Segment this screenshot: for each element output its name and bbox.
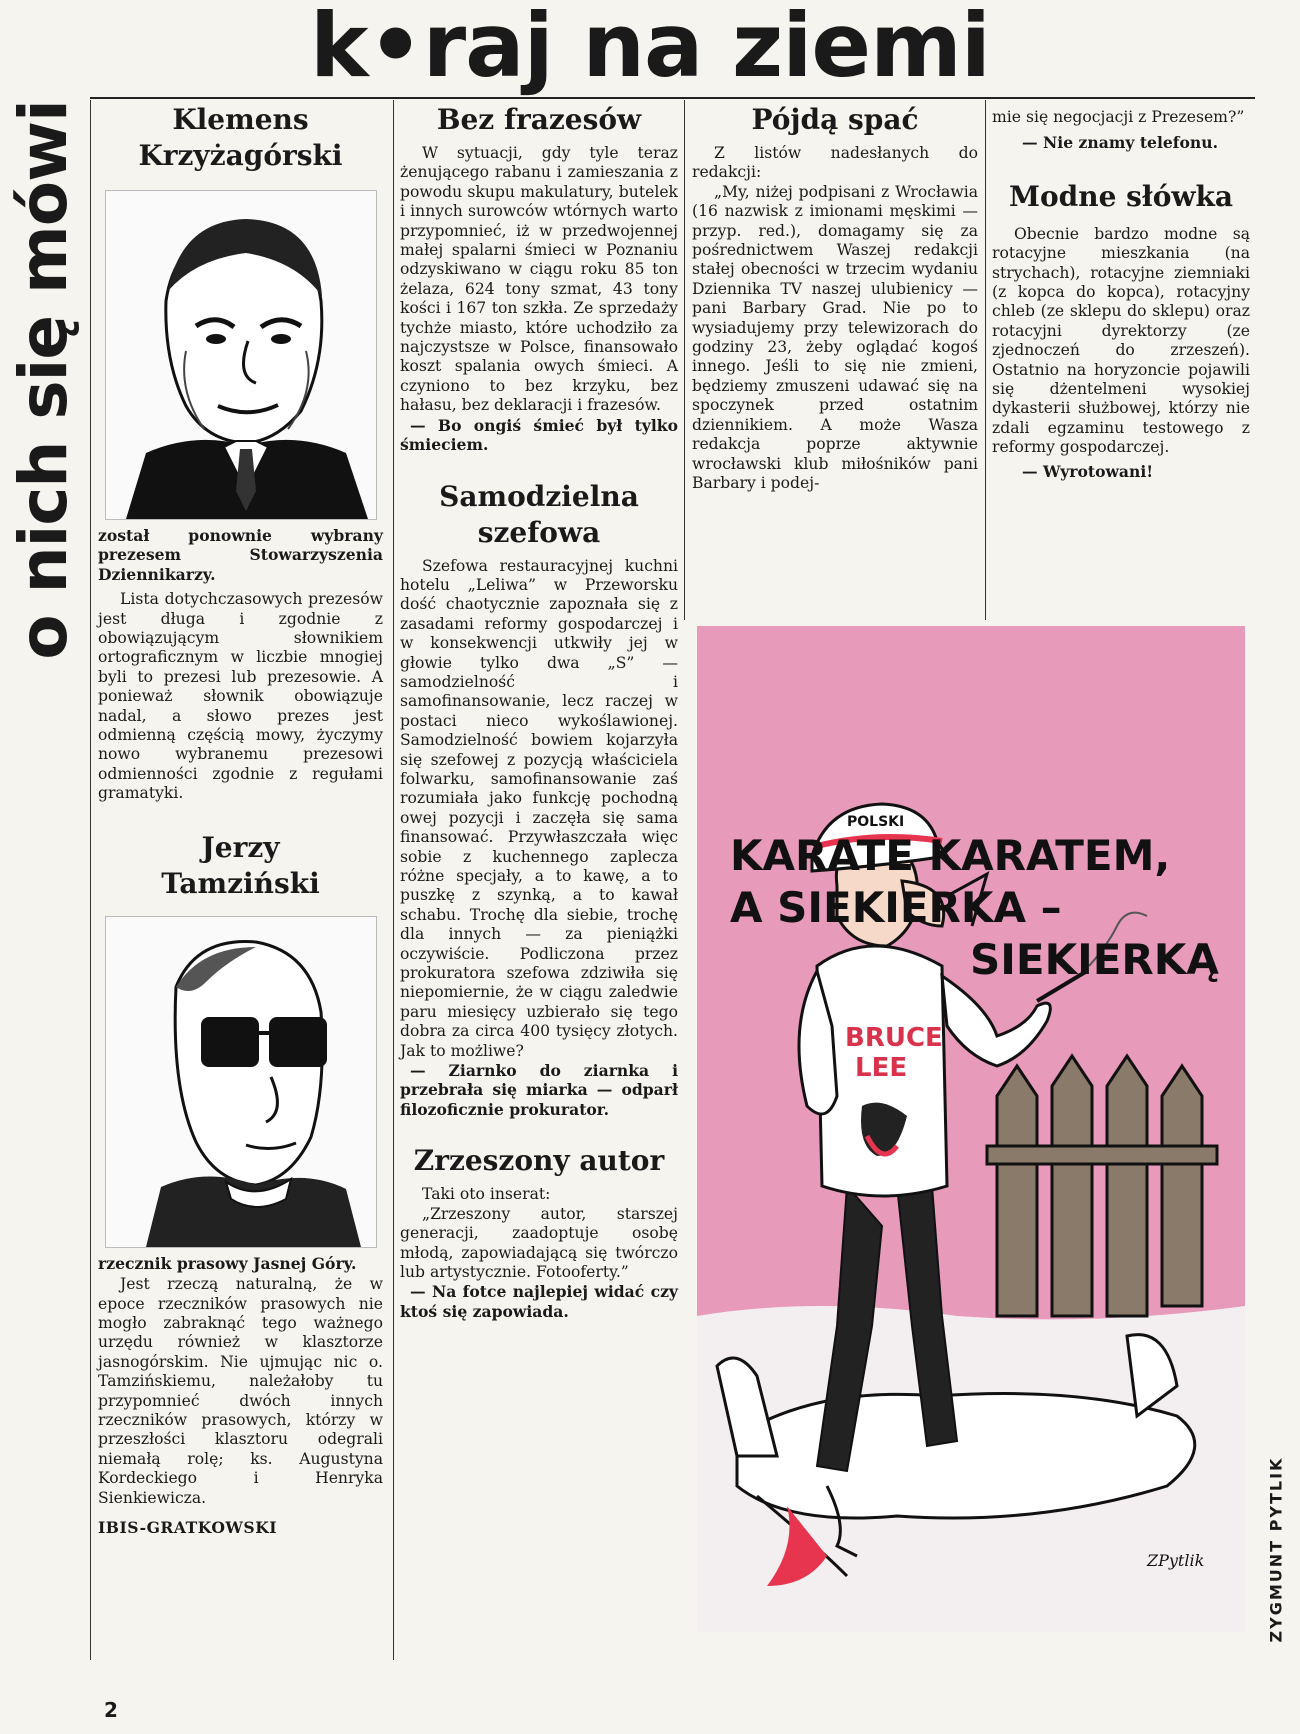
column-4 bbox=[992, 108, 1250, 481]
person1-first-name: Klemens bbox=[172, 103, 309, 136]
column-divider bbox=[393, 100, 394, 1660]
cartoon-panel bbox=[697, 626, 1245, 1632]
person1-last-name: Krzyżagórski bbox=[138, 139, 343, 172]
article-punch-zrzeszony: — Na fotce najlepiej widać czy ktoś się zapowiada. bbox=[400, 1282, 678, 1321]
cartoon-credit-text: ZYGMUNT PYTLIK bbox=[1266, 1456, 1286, 1643]
continued-text-pojda-spac: mie się negocjacji z Prezesem?” bbox=[992, 108, 1245, 126]
article-text-bez-frazesow: W sytuacji, gdy tyle teraz żenującego rabanu i zamieszania z powodu skupu makulatury, butelek i innych surowców wtórnych warto przypomnieć, iż w przedwojennej małej spalarni śmieci w Poznaniu odzyskiwano w ciągu roku 85 ton żelaza, 624 tony szmat, 43 tony kości i 167 ton szkła. Ze sprzedaży tychże miasto, które uchodziło za najczystsze w Polsce, finansowało koszt spalania owych śmieci. A czyniono to bez krzyku, bez hałasu, bez deklaracji i frazesów. bbox=[400, 144, 678, 415]
column-3 bbox=[692, 102, 978, 493]
cartoon-title bbox=[730, 830, 1230, 986]
masthead-rule bbox=[90, 97, 1255, 99]
article-punch-modne-slowka: — Wyrotowani! bbox=[1022, 461, 1154, 481]
article-text-pojda-spac: „My, niżej podpisani z Wrocławia (16 nazwisk z imionami męskimi — przyp. red.), domagamy się za pośrednictwem Waszej redakcji stałej obecności w trzecim wydaniu Dziennika TV naszej ulubienicy — pani Barbary Grad. Nie po to wysiadujemy przy telewizorach do godziny 23, żeby oglądać kogoś innego. Jeśli to się nie zmieni, będziemy zmuszeni udawać się na spoczynek przed ostatnim dziennikiem. A może Wasza redakcja poprze aktywnie wrocławski klub miłośników pani Barbary i podej- bbox=[692, 182, 978, 492]
article-text-modne-slowka: Obecnie bardzo modne są rotacyjne mieszkania (na strychach), rotacyjne ziemniaki (z kopca do kopca), rotacyjny chleb (ze sklepu do sklepu) oraz rotacyjni dyrektorzy (ze zjednoczeń do zrzeszeń). Ostatnio na horyzoncie pojawili się dżentelmeni wysokiej dykasterii służbowej, którzy nie zdali egzaminu testowego z reformy gospodarczej. bbox=[992, 224, 1250, 457]
masthead-title: k•raj na ziemi bbox=[310, 0, 990, 97]
article-title-samodzielna-line1: Samodzielna bbox=[439, 479, 639, 513]
article-title-pojda-spac: Pójdą spać bbox=[751, 103, 919, 136]
article-title-modne-slowka: Modne słówka bbox=[1008, 179, 1234, 213]
article-title-zrzeszony: Zrzeszony autor bbox=[413, 1144, 665, 1178]
portrait-tamzinski bbox=[105, 916, 377, 1248]
article-text-samodzielna: Szefowa restauracyjnej kuchni hotelu „Leliwa” w Przeworsku dość chaotycznie zapoznała się z zasadami reformy gospodarczej i w konsekwencji utkwiły jej w głowie tylko dwa „S” — samodzielność i samofinansowanie, lecz raczej w postaci nieco wykoślawionej. Samodzielność bowiem kojarzyła się szefowej z pozycją właściciela folwarku, samofinansowanie zaś rozumiała jako funkcję pochodną owej pozycji i zaczęła się sama finansować. Przywłaszczała więc sobie z kuchennego zaplecza różne specjały, a to kawę, a to puszkę z szynką, a to kawał schabu. Trochę dla siebie, trochę dla innych — za pieniążki oczywiście. Podliczona przez prokuratora szefowa zdziwiła się niepomiernie, że w ciągu zaledwie paru miesięcy uzbierało się tego dobra za circa 400 tysięcy złotych. Jak to możliwe? bbox=[400, 556, 678, 1060]
column-2 bbox=[400, 102, 678, 1321]
column-divider bbox=[985, 100, 986, 620]
portrait-krzyzagorski bbox=[105, 190, 377, 520]
cartoon-title-line3: SIEKIERKĄ bbox=[970, 935, 1219, 984]
article-text-zrzeszony: „Zrzeszony autor, starszej generacji, zaadoptuje osobę młodą, zapowiadającą się twórczo lub artystycznie. Fotooferty.” bbox=[400, 1204, 678, 1281]
cartoon-credit bbox=[1256, 1430, 1296, 1690]
article-intro-zrzeszony: Taki oto inserat: bbox=[422, 1185, 551, 1204]
article-punch-bez-frazesow: — Bo ongiś śmieć był tylko śmieciem. bbox=[400, 415, 678, 455]
person1-text: Lista dotychczasowych prezesów jest długa i zgodnie z obowiązującym słownikiem ortograficznym w liczbie mnogiej byli to prezesi lub prezesowie. A ponieważ słownik obowiązuje nadal, a słowo prezes jest odmienną częścią mowy, życzymy nowo wybranemu prezesowi odmienności zgodnie z regułami gramatyki. bbox=[98, 590, 383, 803]
cartoon-drawing bbox=[697, 626, 1245, 1632]
cartoon-artist-signature: ZPytlik bbox=[1147, 1551, 1205, 1570]
column-1 bbox=[98, 102, 383, 1537]
section-title-text: o nich się mówi bbox=[5, 100, 82, 660]
page-number: 2 bbox=[104, 1698, 118, 1722]
article-title-bez-frazesow: Bez frazesów bbox=[436, 103, 642, 136]
person2-text: Jest rzeczą naturalną, że w epoce rzeczników prasowych nie mogło zabraknąć tego ważnego urzędu również w klasztorze jasnogórskim. Nie ujmując nic o. Tamzińskiemu, należałoby tu przypomnieć dwóch innych rzeczników prasowych, którzy w przeszłości klasztoru odegrali niemałą rolę; ks. Augustyna Kordeckiego i Henryka Sienkiewicza. bbox=[98, 1275, 383, 1507]
cartoon-hat-text: POLSKI bbox=[847, 814, 905, 830]
cartoon-shirt-line2: LEE bbox=[855, 1053, 908, 1083]
person2-caption: rzecznik prasowy Jasnej Góry. bbox=[98, 1253, 357, 1273]
article-title-samodzielna-line2: szefowa bbox=[477, 515, 601, 549]
section-title-vertical bbox=[4, 100, 84, 660]
cartoon-shirt-line1: BRUCE bbox=[845, 1023, 943, 1053]
cartoon-title-line2: A SIEKIERKA – bbox=[730, 883, 1062, 932]
article-intro-pojda-spac: Z listów nadesłanych do redakcji: bbox=[692, 144, 978, 182]
person2-last-name: Tamziński bbox=[161, 866, 320, 900]
cartoon-title-line1: KARATE KARATEM, bbox=[730, 831, 1171, 880]
column1-signature: IBIS-GRATKOWSKI bbox=[98, 1517, 278, 1537]
person1-caption: został ponownie wybrany prezesem Stowarzyszenia Dziennikarzy. bbox=[98, 526, 383, 584]
column-divider bbox=[684, 100, 685, 620]
article-punch-samodzielna: — Ziarnko do ziarnka i przebrała się miarka — odparł filozoficznie prokurator. bbox=[400, 1061, 678, 1119]
person2-first-name: Jerzy bbox=[201, 830, 280, 864]
continued-punch-pojda-spac: — Nie znamy telefonu. bbox=[1022, 133, 1219, 153]
column-divider bbox=[90, 100, 91, 1660]
